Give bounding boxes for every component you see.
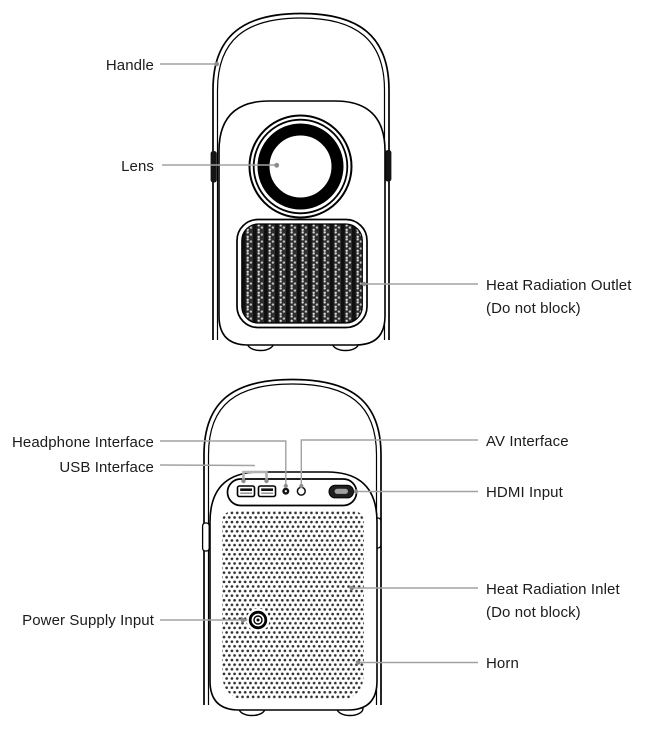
label-lens: Lens	[121, 158, 154, 175]
usb-port-2	[259, 486, 276, 497]
usb-port-1	[238, 486, 255, 497]
handle-pivot-right	[385, 150, 391, 182]
label-heat-inlet-line1: Heat Radiation Inlet	[486, 581, 620, 598]
leader-horn-dot	[356, 660, 361, 665]
label-av: AV Interface	[486, 433, 569, 450]
leader-lens-dot	[274, 163, 279, 168]
headphone-jack	[282, 488, 289, 495]
leader-av-dot	[299, 484, 303, 488]
power-supply-connector	[247, 609, 270, 632]
label-hdmi: HDMI Input	[486, 484, 563, 501]
label-heat-inlet-line2: (Do not block)	[486, 604, 581, 621]
heat-radiation-outlet-grille	[237, 220, 367, 328]
lens	[250, 116, 352, 218]
label-usb: USB Interface	[59, 459, 154, 476]
leader-headphone-dot	[284, 484, 288, 488]
label-heat-outlet-line2: (Do not block)	[486, 300, 581, 317]
label-heat-outlet-line1: Heat Radiation Outlet	[486, 277, 632, 294]
heat-inlet-grille	[222, 511, 364, 700]
label-horn: Horn	[486, 655, 519, 672]
leader-hdmi-dot	[354, 489, 358, 493]
leader-handle-dot	[214, 62, 219, 67]
leader-usb	[160, 465, 255, 466]
front-view-illustration	[211, 14, 392, 351]
leader-usb-dot-1	[241, 479, 245, 483]
handle-pivot-back-left	[203, 523, 210, 551]
label-handle: Handle	[105, 57, 154, 74]
leader-heat-inlet-dot	[350, 586, 355, 591]
hdmi-port	[329, 485, 354, 498]
back-view-illustration	[203, 380, 381, 716]
label-power: Power Supply Input	[22, 612, 154, 629]
handle-pivot-left	[211, 151, 217, 183]
leader-usb-dot-2	[264, 479, 268, 483]
leader-heat-outlet-dot	[362, 282, 367, 287]
av-jack	[297, 487, 305, 495]
label-headphone: Headphone Interface	[11, 434, 154, 451]
